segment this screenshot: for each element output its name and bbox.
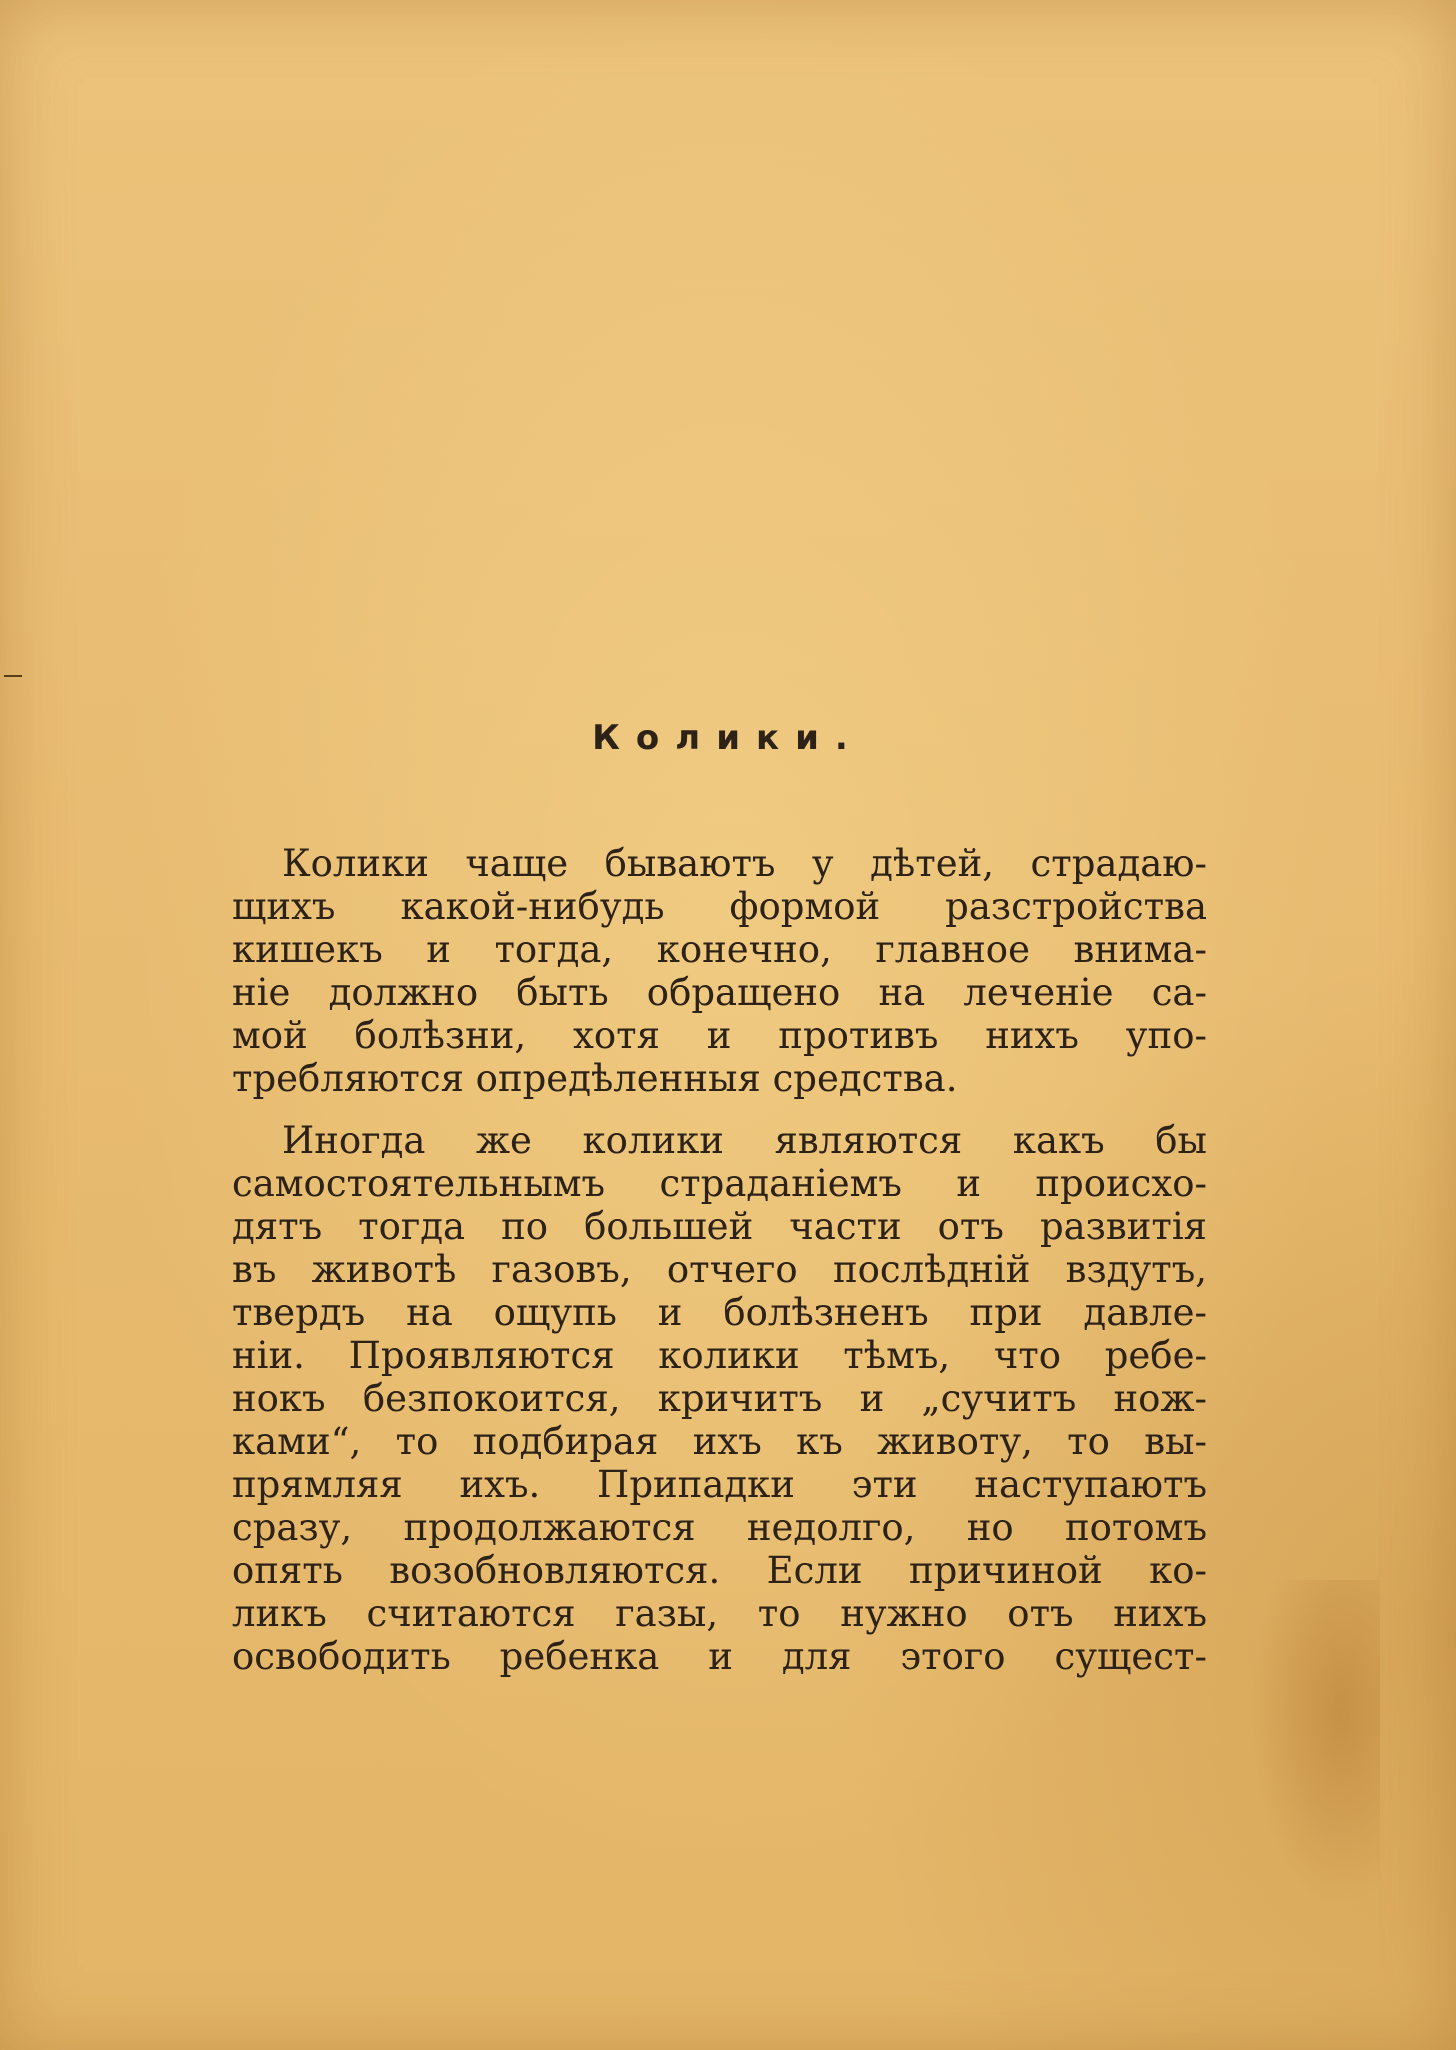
text-line: требляются опредѣленныя средства. [232, 1057, 958, 1100]
text-line: ніе должно быть обращено на леченіе са- [232, 971, 1207, 1014]
paper-stain [1250, 1580, 1380, 1910]
text-line: мой болѣзни, хотя и противъ нихъ упо- [232, 1014, 1207, 1057]
paragraph-2 [232, 1119, 1207, 1678]
text-line: ніи. Проявляются колики тѣмъ, что ребе- [232, 1334, 1207, 1377]
text-line: самостоятельнымъ страданіемъ и происхо- [232, 1162, 1207, 1205]
text-line: кишекъ и тогда, конечно, главное внима- [232, 928, 1207, 971]
paragraph-1 [232, 842, 1207, 1100]
text-line: дятъ тогда по большей части отъ развитія [232, 1205, 1207, 1248]
edge-mark [4, 675, 22, 677]
text-line: щихъ какой-нибудь формой разстройства [232, 885, 1207, 928]
page-title: Колики. [592, 718, 864, 758]
text-line: въ животѣ газовъ, отчего послѣдній вздутъ, [232, 1248, 1207, 1291]
text-line: Колики чаще бываютъ у дѣтей, страдаю- [282, 842, 1207, 885]
text-line: ликъ считаются газы, то нужно отъ нихъ [232, 1592, 1207, 1635]
text-line: Иногда же колики являются какъ бы [282, 1119, 1207, 1162]
text-line: нокъ безпокоится, кричитъ и „сучитъ нож- [232, 1377, 1207, 1420]
text-line: опять возобновляются. Если причиной ко- [232, 1549, 1207, 1592]
body-text [232, 842, 1207, 1678]
text-line: сразу, продолжаются недолго, но потомъ [232, 1506, 1207, 1549]
text-line: ками“, то подбирая ихъ къ животу, то вы- [232, 1420, 1207, 1463]
text-line: освободить ребенка и для этого сущест- [232, 1635, 1207, 1678]
text-line: твердъ на ощупь и болѣзненъ при давле- [232, 1291, 1207, 1334]
text-line: прямляя ихъ. Припадки эти наступаютъ [232, 1463, 1207, 1506]
